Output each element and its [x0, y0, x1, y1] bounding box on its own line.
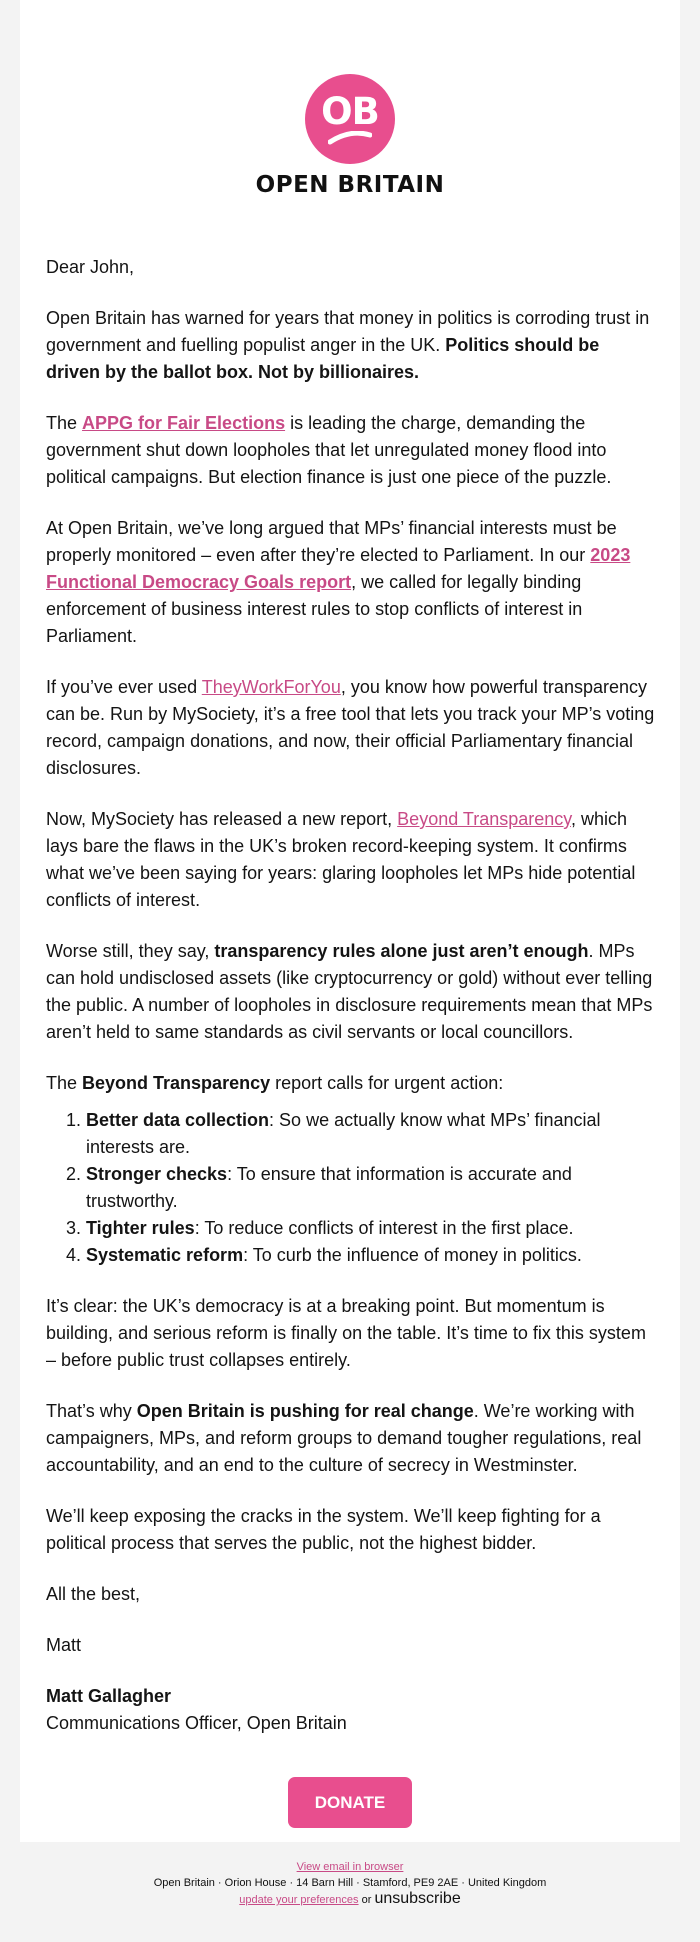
footer-or: or — [358, 1894, 375, 1906]
report-post-text: , we called for legally binding enforcement of business interest rules to stop conflicts of interest in Parliament. — [46, 572, 583, 646]
greeting: Dear John, — [46, 257, 135, 277]
paragraph-real-change — [46, 1398, 658, 1479]
unsubscribe-link[interactable]: unsubscribe — [374, 1890, 461, 1907]
list-item-bold: Stronger checks — [86, 1164, 228, 1184]
logo-wordmark: OPEN BRITAIN — [255, 172, 445, 198]
twfy-pre-text: If you’ve ever used — [46, 677, 202, 697]
list-item-bold: Tighter rules — [86, 1218, 195, 1238]
list-item — [86, 1215, 658, 1242]
paragraph-beyond-transparency — [46, 806, 658, 914]
signoff-first-name: Matt — [46, 1635, 82, 1655]
theyworkforyou-link[interactable]: TheyWorkForYou — [201, 677, 341, 697]
signature-title: Communications Officer, Open Britain — [46, 1713, 347, 1733]
logo-badge — [305, 74, 395, 164]
appg-post-text: is leading the charge, demanding the government shut down loopholes that let unregulated money flood into political campaigns. But election finance is just one piece of the puzzle. — [46, 413, 612, 487]
list-item-text: : To reduce conflicts of interest in the first place. — [194, 1218, 574, 1238]
donate-button[interactable]: DONATE — [288, 1777, 412, 1828]
bt-post-text: , which lays bare the flaws in the UK’s broken record-keeping system. It confirms what we’ve been saying for years: glaring loopholes let MPs hide potential conflicts of interest. — [46, 809, 636, 910]
paragraph-worse-still — [46, 938, 658, 1046]
twfy-post-text: , you know how powerful transparency can be. Run by MySociety, it’s a free tool that lets you track your MP’s voting record, campaign donations, and now, their official Parliamentary financial disclosures. — [46, 677, 655, 778]
list-item-bold: Systematic reform — [86, 1245, 244, 1265]
calls-post-text: report calls for urgent action: — [270, 1073, 504, 1093]
signature-name: Matt Gallagher — [46, 1686, 172, 1706]
list-item — [86, 1161, 658, 1215]
calls-pre-text: The — [46, 1073, 83, 1093]
signoff: All the best, — [46, 1584, 141, 1604]
list-item-text: : To ensure that information is accurate and trustworthy. — [86, 1164, 572, 1211]
change-bold-text: Open Britain is pushing for real change — [136, 1401, 474, 1421]
email-card — [20, 0, 680, 1842]
list-item — [86, 1242, 658, 1269]
footer-address: Open Britain · Orion House · 14 Barn Hill · Stamford, PE9 2AE · United Kingdom — [153, 1877, 547, 1889]
paragraph-breaking-point: It’s clear: the UK’s democracy is at a breaking point. But momentum is building, and serious reform is finally on the table. It’s time to fix this system – before public trust collapses entirely. — [46, 1296, 646, 1370]
appg-fair-elections-link[interactable]: APPG for Fair Elections — [82, 413, 286, 433]
bt-pre-text: Now, MySociety has released a new report, — [46, 809, 398, 829]
paragraph-intro — [46, 305, 658, 386]
logo-swoosh-icon — [328, 131, 372, 145]
view-in-browser-link[interactable]: View email in browser — [296, 1861, 404, 1873]
democracy-goals-report-link[interactable]: 2023 Functional Democracy Goals report — [46, 545, 631, 592]
calls-bold-text: Beyond Transparency — [82, 1073, 271, 1093]
change-post-text: . We’re working with campaigners, MPs, and reform groups to demand tougher regulations, real accountability, and an end to the culture of secrecy in Westminster. — [46, 1401, 642, 1475]
paragraph-theyworkforyou — [46, 674, 658, 782]
report-pre-text: At Open Britain, we’ve long argued that MPs’ financial interests must be properly monitored – even after they’re elected to Parliament. In our — [46, 518, 617, 565]
email-body — [46, 254, 658, 1761]
intro-text: Open Britain has warned for years that money in politics is corroding trust in government and fuelling populist anger in the UK. — [46, 308, 650, 355]
logo-monogram: OB — [321, 90, 379, 133]
paragraph-appg — [46, 410, 658, 491]
list-item-bold: Better data collection — [86, 1110, 270, 1130]
signature — [46, 1683, 658, 1737]
intro-bold-text: Politics should be driven by the ballot box. Not by billionaires. — [46, 335, 600, 382]
open-britain-logo — [20, 74, 680, 198]
paragraph-calls-for-action — [46, 1070, 658, 1097]
worse-bold-text: transparency rules alone just aren’t enough — [214, 941, 589, 961]
update-preferences-link[interactable]: update your preferences — [239, 1894, 359, 1906]
action-list — [46, 1107, 658, 1269]
beyond-transparency-link[interactable]: Beyond Transparency — [397, 809, 571, 829]
email-footer — [0, 1859, 700, 1908]
worse-pre-text: Worse still, they say, — [46, 941, 215, 961]
paragraph-keep-exposing: We’ll keep exposing the cracks in the system. We’ll keep fighting for a political process that serves the public, not the highest bidder. — [46, 1506, 601, 1553]
list-item-text: : So we actually know what MPs’ financial interests are. — [86, 1110, 601, 1157]
change-pre-text: That’s why — [46, 1401, 137, 1421]
appg-pre-text: The — [46, 413, 83, 433]
worse-post-text: . MPs can hold undisclosed assets (like cryptocurrency or gold) without ever telling the public. A number of loopholes in disclosure requirements mean that MPs aren’t held to same standards as civil servants or local councillors. — [46, 941, 653, 1042]
list-item-text: : To curb the influence of money in politics. — [243, 1245, 582, 1265]
paragraph-report — [46, 515, 658, 650]
list-item — [86, 1107, 658, 1161]
